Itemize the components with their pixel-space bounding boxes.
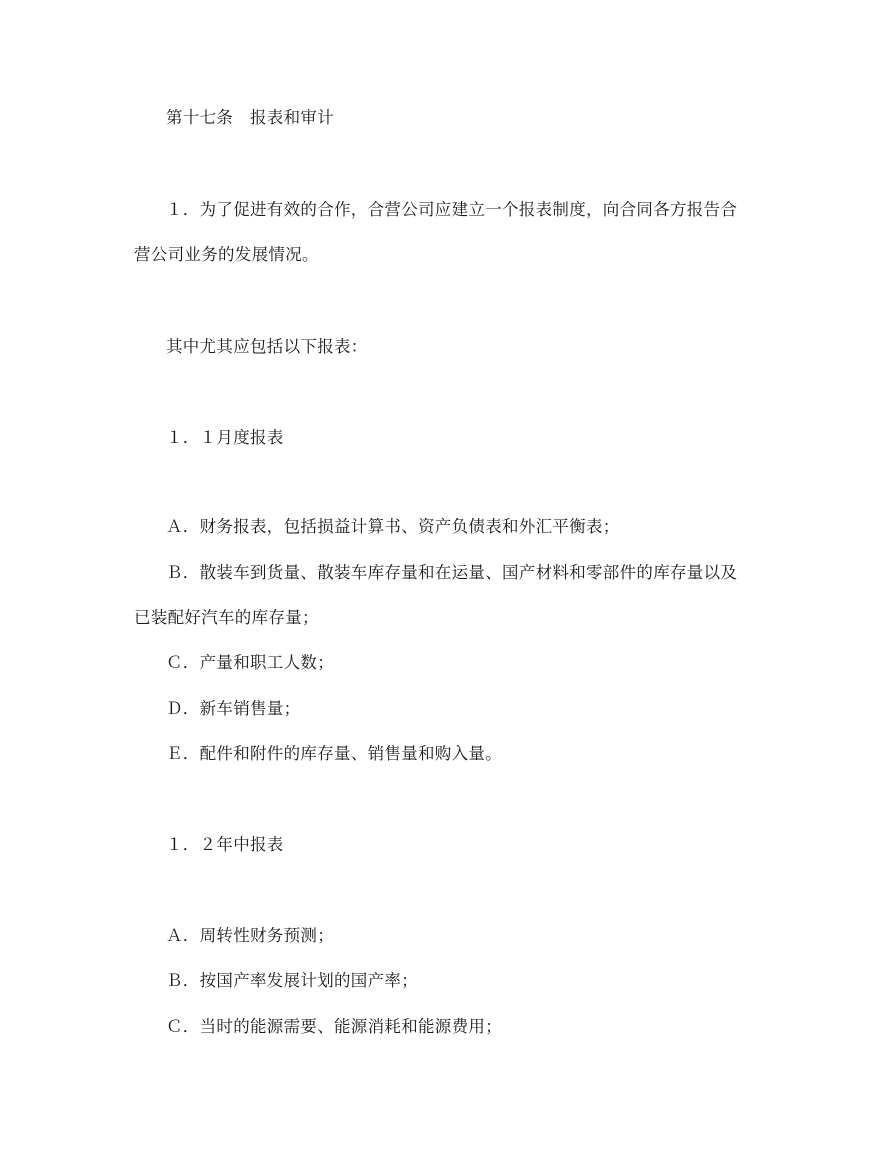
section-2-item-b: Ｂ．按国产率发展计划的国产率； (166, 971, 418, 990)
section-1-item-a: Ａ．财务报表，包括损益计算书、资产负债表和外汇平衡表； (166, 517, 620, 536)
section-2-item-c: Ｃ．当时的能源需要、能源消耗和能源费用； (166, 1017, 502, 1036)
section-1-item-d: Ｄ．新车销售量； (166, 699, 301, 718)
paragraph-1-line-2: 营公司业务的发展情况。 (134, 245, 319, 264)
section-1-heading: １．１月度报表 (166, 428, 284, 447)
paragraph-1-line-1: １．为了促进有效的合作，合营公司应建立一个报表制度，向合同各方报告合 (166, 200, 738, 219)
section-1-item-b-line-1: Ｂ．散装车到货量、散装车库存量和在运量、国产材料和零部件的库存量以及 (166, 563, 738, 582)
section-1-item-b-line-2: 已装配好汽车的库存量； (134, 608, 319, 627)
section-2-item-a: Ａ．周转性财务预测； (166, 926, 334, 945)
section-2-heading: １．２年中报表 (166, 835, 284, 854)
section-1-item-e: Ｅ．配件和附件的库存量、销售量和购入量。 (166, 744, 502, 763)
section-1-item-c: Ｃ．产量和职工人数； (166, 653, 334, 672)
article-title: 第十七条 报表和审计 (166, 108, 334, 127)
intro-text: 其中尤其应包括以下报表： (166, 337, 368, 356)
